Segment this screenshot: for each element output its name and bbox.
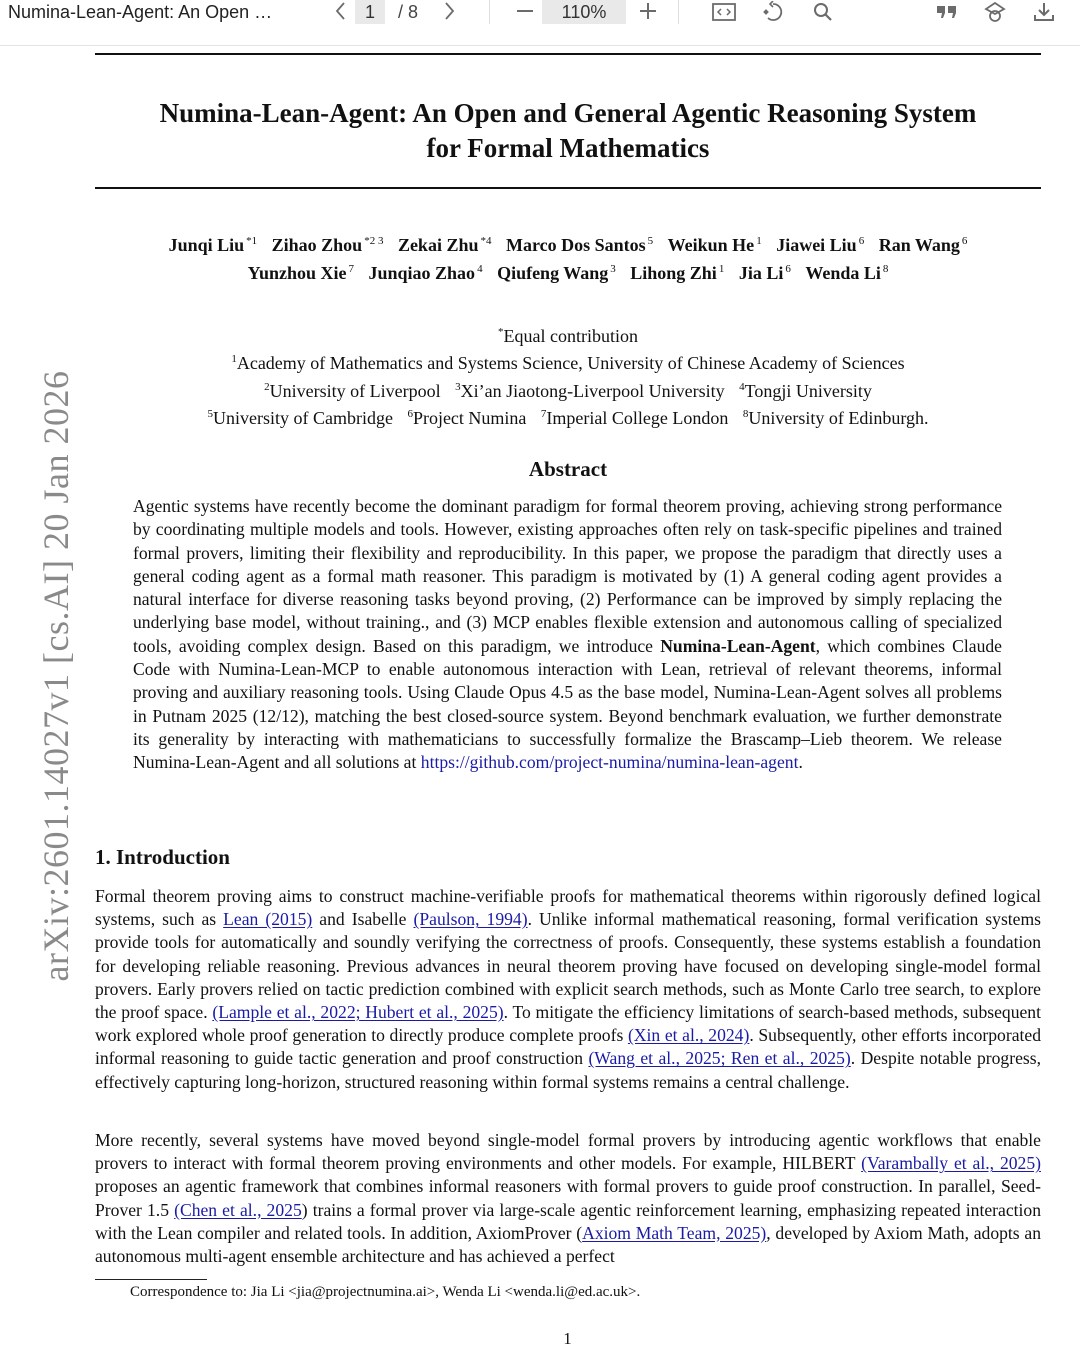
- affiliation-name: University of Liverpool: [269, 380, 441, 401]
- affiliation-marker: 4: [477, 263, 483, 275]
- author-name: Jia Li $^6$: [738, 263, 791, 283]
- affiliation-lines: [95, 348, 1041, 430]
- affiliation-marker: 5: [647, 235, 654, 247]
- title-bottom-rule: [95, 187, 1041, 189]
- paragraph-text: proposes an agentic framework that combines informal reasoners with formal provers to guide proof construction. In parallel, Seed-Prover 1.5: [95, 1176, 1041, 1220]
- equal-contribution-note: [95, 321, 1041, 348]
- affiliation-name: University of Edinburgh.: [748, 407, 929, 428]
- affiliation-marker: 1: [718, 263, 725, 275]
- citation-link[interactable]: Lean (2015): [223, 909, 313, 930]
- author-name: Lihong Zhi $^1$: [630, 263, 725, 283]
- affiliation-marker: 7: [540, 407, 547, 420]
- affiliation-line: [95, 403, 1041, 430]
- system-name: Numina-Lean-Agent: [660, 635, 816, 656]
- paper-title: [95, 96, 1041, 166]
- author-line-2: [95, 257, 1041, 285]
- chevron-right-icon: [442, 2, 456, 27]
- page-total: / 8: [398, 2, 419, 22]
- equal-contribution-text: Equal contribution: [503, 326, 638, 346]
- affiliation-marker: 2: [264, 380, 270, 393]
- rotate-icon: [761, 10, 787, 27]
- affiliation-marker: *4: [480, 235, 492, 247]
- rotate-button[interactable]: [761, 1, 787, 23]
- plus-icon: [637, 2, 659, 27]
- affiliation: [743, 408, 929, 428]
- author-name: Ran Wang $^6$: [878, 235, 968, 255]
- author-list: [95, 229, 1041, 285]
- citation-link[interactable]: (Lample et al., 2022; Hubert et al., 2025): [212, 1002, 504, 1023]
- zoom-in-button[interactable]: [635, 0, 661, 24]
- previous-page-button[interactable]: [330, 0, 352, 24]
- abstract-heading: Abstract: [528, 457, 608, 481]
- page-number-input[interactable]: 1: [355, 0, 385, 24]
- author-name: Zihao Zhou $^{*2 3}$: [271, 235, 384, 255]
- fit-width-icon: [711, 10, 737, 27]
- minus-icon: [514, 2, 536, 27]
- download-icon: [1031, 10, 1057, 27]
- affiliation-marker: 6: [858, 235, 865, 247]
- search-icon: [810, 10, 836, 27]
- author-name: Junqi Liu $^{*1}$: [168, 235, 258, 255]
- toolbar-divider: [678, 0, 679, 24]
- intro-paragraph-2: [95, 1129, 1041, 1268]
- affiliations: [95, 321, 1041, 430]
- title-line-2: for Formal Mathematics: [426, 133, 710, 163]
- affiliation-marker: 1: [231, 353, 237, 366]
- author-line-1: [95, 229, 1041, 257]
- author-name: Zekai Zhu $^{*4}$: [397, 235, 492, 255]
- section-heading-introduction: 1. Introduction: [95, 845, 230, 869]
- abstract-text: .: [798, 752, 803, 773]
- paragraph-text: Formal theorem proving aims to construct machine-verifiable proofs for mathematical theorems within rigorously defined logical systems, such as: [95, 886, 1041, 930]
- author-name: Marco Dos Santos $^5$: [505, 235, 654, 255]
- chevron-left-icon: [334, 2, 348, 27]
- paragraph-text: . Subsequently, other efforts incorporated informal reasoning to guide tactic generation and proof construction: [95, 1025, 1041, 1069]
- abstract-body: [133, 495, 1002, 775]
- affiliation-marker: 8: [882, 263, 889, 275]
- affiliation-marker: 7: [348, 263, 354, 275]
- affiliation-name: University of Cambridge: [212, 407, 393, 428]
- abstract-text: , which combines Claude Code with Numina-Lean-MCP to enable autonomous interaction with Lean, retrieval of relevant theorems, informal proving and auxiliary reasoning tools. Using Claude Opus 4.5 as the base model, Numina-Lean-Agent solves all problems in Putnam 2025 (12/12), matching the best closed-source system. Beyond benchmark evaluation, we further demonstrate its generality by interacting with mathematicians to successfully formalize the Brascamp–Lieb theorem. We release Numina-Lean-Agent and all solutions at: [133, 635, 1002, 773]
- author-name: Junqiao Zhao $^4$: [368, 263, 483, 283]
- scholar-button[interactable]: [982, 1, 1008, 23]
- affiliation-name: Tongji University: [744, 380, 872, 401]
- intro-paragraph-1: [95, 885, 1041, 1094]
- cite-button[interactable]: [934, 1, 960, 23]
- affiliation: [739, 381, 872, 401]
- affiliation-marker: *1: [246, 235, 258, 247]
- scholar-icon: [982, 10, 1008, 27]
- correspondence-footnote: Correspondence to: Jia Li <jia@projectnumina.ai>, Wenda Li <wenda.li@ed.ac.uk>.: [130, 1284, 641, 1300]
- quote-icon: [934, 10, 960, 27]
- next-page-button[interactable]: [438, 0, 460, 24]
- footnote-marker: *: [498, 326, 504, 338]
- author-name: Jiawei Liu $^6$: [776, 235, 865, 255]
- affiliation: [541, 408, 728, 428]
- citation-link[interactable]: (Paulson, 1994): [413, 909, 528, 930]
- page-number: 1: [563, 1329, 572, 1348]
- affiliation: [264, 381, 440, 401]
- abstract-text: Agentic systems have recently become the dominant paradigm for formal theorem proving, achieving strong performance by coordinating multiple models and tools. However, existing approaches often rely on task-specific pipelines and trained formal provers, limiting their flexibility and reproducibility. In this paper, we propose the paradigm that directly uses a general coding agent as a formal math reasoner. This paradigm is motivated by (1) A general coding agent provides a natural interface for diverse reasoning tasks beyond proving, (2) Performance can be improved by simply replacing the underlying base model, without training., and (3) MCP enables flexible extension and autonomous calling of specialized tools, avoiding complex design. Based on this paradigm, we introduce: [133, 496, 1002, 656]
- affiliation-marker: 6: [407, 407, 413, 420]
- affiliation-marker: 3: [610, 263, 616, 275]
- affiliation-line: [95, 348, 1041, 375]
- affiliation: [407, 408, 526, 428]
- paragraph-text: . Despite notable progress, effectively capturing long-horizon, structured reasoning within formal systems remains a central challenge.: [95, 1048, 1041, 1092]
- paragraph-text: More recently, several systems have moved beyond single-model formal provers by introducing agentic workflows that enable provers to interact with formal theorem proving environments and other models. For example, HILBERT: [95, 1130, 1041, 1174]
- author-name: Wenda Li $^8$: [805, 263, 889, 283]
- affiliation-marker: 5: [207, 407, 213, 420]
- affiliation: [231, 353, 904, 373]
- paragraph-text: ) trains a formal prover via large-scale agentic reinforcement learning, emphasizing repeated interaction with the Lean compiler and related tools. In addition, AxiomProver (: [95, 1199, 1041, 1243]
- pdf-viewer-toolbar: [0, 0, 1080, 46]
- paragraph-text: and Isabelle: [312, 909, 414, 930]
- zoom-out-button[interactable]: [512, 0, 538, 24]
- affiliation-name: Imperial College London: [546, 407, 729, 428]
- affiliation-marker: 6: [961, 235, 968, 247]
- github-link[interactable]: https://github.com/project-numina/numina-lean-agent: [420, 752, 799, 773]
- affiliation-name: Xi’an Jiaotong-Liverpool University: [460, 380, 725, 401]
- zoom-level-select[interactable]: 110%: [542, 0, 626, 24]
- citation-link[interactable]: (Wang et al., 2025; Ren et al., 2025): [588, 1048, 851, 1069]
- paragraph-text: . Unlike informal mathematical reasoning, formal verification systems provide tools for automatically and soundly verifying the correctness of proofs. Consequently, these systems establish a foundation for developing reliable reasoning. Previous advances in neural theorem proving have focused on developing single-model formal provers. Early provers relied on tactic prediction combined with explicit search methods, such as Monte Carlo tree search, to explore the proof space.: [95, 909, 1042, 1023]
- affiliation-line: [95, 376, 1041, 403]
- arxiv-stamp: arXiv:2601.14027v1 [cs.AI] 20 Jan 2026: [36, 370, 76, 982]
- citation-link[interactable]: (Xin et al., 2024): [627, 1025, 750, 1046]
- affiliation-name: Project Numina: [412, 407, 527, 428]
- author-name: Weikun He $^1$: [667, 235, 762, 255]
- footnote-rule: [95, 1279, 207, 1280]
- search-button[interactable]: [810, 1, 836, 23]
- affiliation-marker: 8: [742, 407, 749, 420]
- paragraph-text: , developed by Axiom Math, adopts an autonomous multi-agent ensemble architecture and has achieved a perfect: [95, 1222, 1041, 1267]
- affiliation-marker: 6: [785, 263, 791, 275]
- document-title: Numina-Lean-Agent: An Open …: [8, 2, 273, 22]
- affiliation: [455, 381, 724, 401]
- download-button[interactable]: [1031, 1, 1057, 23]
- fit-page-button[interactable]: [711, 1, 737, 23]
- title-line-1: Numina-Lean-Agent: An Open and General Agentic Reasoning System: [159, 98, 977, 128]
- affiliation-marker: 1: [756, 235, 762, 247]
- author-name: Qiufeng Wang $^3$: [497, 263, 616, 283]
- affiliation-marker: 4: [739, 380, 745, 393]
- author-name: Yunzhou Xie $^7$: [247, 263, 354, 283]
- citation-link[interactable]: (Chen et al., 2025: [174, 1199, 302, 1220]
- affiliation-marker: *2 3: [364, 235, 384, 247]
- paragraph-text: . To mitigate the efficiency limitations of search-based methods, subsequent work explored whole proof generation to directly produce complete proofs: [95, 1002, 1041, 1046]
- affiliation: [207, 408, 392, 428]
- citation-link[interactable]: Axiom Math Team, 2025): [582, 1222, 767, 1243]
- title-top-rule: [95, 53, 1041, 55]
- affiliation-marker: 3: [455, 380, 461, 393]
- citation-link[interactable]: (Varambally et al., 2025): [861, 1153, 1041, 1174]
- affiliation-name: Academy of Mathematics and Systems Science, University of Chinese Academy of Sciences: [236, 353, 905, 374]
- toolbar-divider: [489, 0, 490, 24]
